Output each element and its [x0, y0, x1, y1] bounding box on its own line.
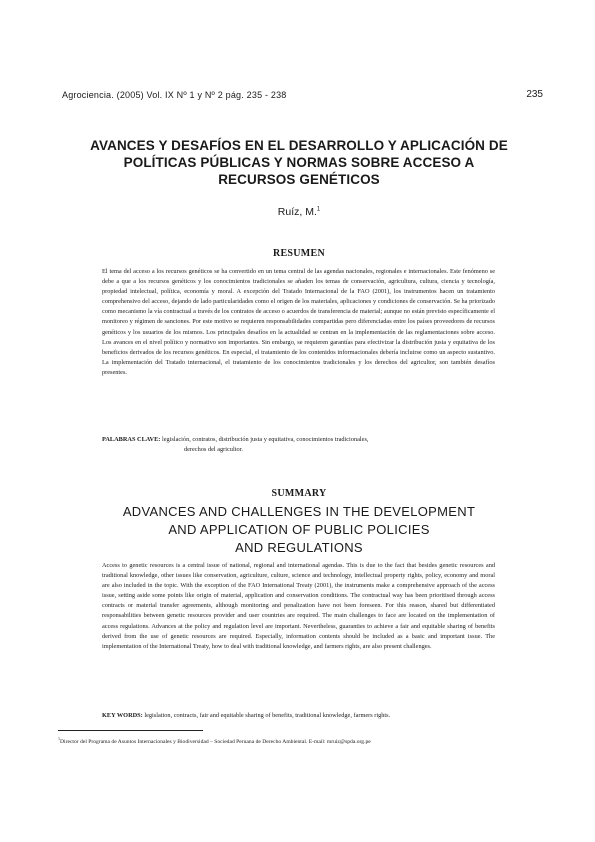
title-line: RECURSOS GENÉTICOS — [218, 172, 380, 187]
article-title-en — [60, 503, 538, 557]
palabras-clave — [102, 435, 495, 455]
footnote-divider — [58, 730, 203, 731]
footnote — [58, 735, 538, 746]
resumen-text — [102, 267, 495, 378]
author — [0, 206, 595, 218]
title-en-line: AND REGULATIONS — [235, 540, 363, 555]
summary-paragraph: Access to genetic resources is a central issue of national, regional and international agendas. This is due to the fact that besides genetic resources and traditional knowledge, other issues like conservation, agriculture, culture, science and technology, intellectual property rights, policy, economy and moral are also included in the topic. With the exception of the FAO International Treaty (2001), the instruments make a comprehensive approach of the access issue, setting aside some points like origin of material, application and conservation conditions. The contractual way has been prioritised through access contracts or material transfer agreements, although monitoring and penalization have not been foreseen. For this reason, shared but differentiated responsabilities between genetic resources provider and user countries are required. The main challenges to face are located on the implementation of access regulations. Advances at the policy and regulation level are important. Nevertheless, guaranties to achieve a fair and equitable sharing of benefits derived from the use of genetic resources are required. Especially, information contents should be included as a basic and important issue. The implementation of the International Treaty, how to deal with traditional knowledge, and farmers rights, are also present challenges. — [102, 562, 495, 650]
palabras-clave-label: PALABRAS CLAVE: — [102, 436, 161, 443]
title-en-line: AND APPLICATION OF PUBLIC POLICIES — [168, 522, 430, 537]
palabras-clave-text-cont: derechos del agricultor. — [184, 446, 243, 454]
title-line: POLÍTICAS PÚBLICAS Y NORMAS SOBRE ACCESO A — [123, 155, 475, 170]
page-number: 235 — [526, 89, 543, 100]
palabras-clave-text: legislación, contratos, distribución justa y equitativa, conocimientos tradicionales, — [160, 436, 369, 443]
key-words-text: legislation, contracts, fair and equitable sharing of benefits, traditional knowledge, farmers rights. — [142, 712, 391, 719]
resumen-paragraph: El tema del acceso a los recursos genéticos se ha convertido en un tema central de las agendas nacionales, regionales e internacionales. Este fenómeno se debe a que a los recursos genéticos y los conocimientos tradicionales se añaden los temas de conservación, agricultura, cultura, ciencia y tecnología, propiedad intelectual, política, economía y moral. A excepción del Tratado Internacional de la FAO (2001), los instrumentos hacen un tratamiento comprehensivo del acceso, dejando de lado particularidades como el origen de los materiales, aplicaciones y condiciones de conservación. Se ha priorizado como mecanismo la vía contractual a través de los contratos de acceso o acuerdos de transferencia de material; aunque no están previsto específicamente el monitoreo y régimen de sanciones. Por este motivo se requieren responsabilidades compartidas pero diferenciadas entre los países proveedores de recursos genéticos y los usuarios de los mismos. Los principales desafíos en la actualidad se centran en la implementación de las reglamentaciones sobre acceso. Los avances en el nivel político y normativo son importantes. Sin embargo, se requieren garantías para efectivizar la distribución justa y equitativa de los beneficios derivados de los recursos genéticos. En especial, el tratamiento de los contenidos informacionales debería incluirse como un aspecto sustantivo. La implementación del Tratado internacional, el tratamiento de los conocimientos tradicionales y los derechos del agricultor, son también desafíos presentes. — [102, 268, 495, 376]
article-title-es — [60, 137, 538, 188]
journal-header: Agrociencia. (2005) Vol. IX Nº 1 y Nº 2 pág. 235 - 238 — [62, 90, 287, 100]
title-line: AVANCES Y DESAFÍOS EN EL DESARROLLO Y APLICACIÓN DE — [90, 138, 508, 153]
title-en-line: ADVANCES AND CHALLENGES IN THE DEVELOPMENT — [122, 504, 476, 519]
footnote-mark: 1 — [58, 736, 60, 741]
footnote-text: Director del Programa de Asuntos Internacionales y Biodiversidad – Sociedad Peruana de Derecho Ambiental. E-mail: mruiz@spda.org.pe — [60, 738, 371, 745]
key-words — [102, 711, 495, 721]
summary-text — [102, 561, 495, 652]
author-name: Ruíz, M. — [277, 206, 317, 218]
author-footnote-mark: 1 — [316, 206, 321, 213]
key-words-label: KEY WORDS: — [102, 712, 143, 719]
resumen-heading: RESUMEN — [272, 248, 326, 259]
summary-heading: SUMMARY — [271, 488, 327, 499]
